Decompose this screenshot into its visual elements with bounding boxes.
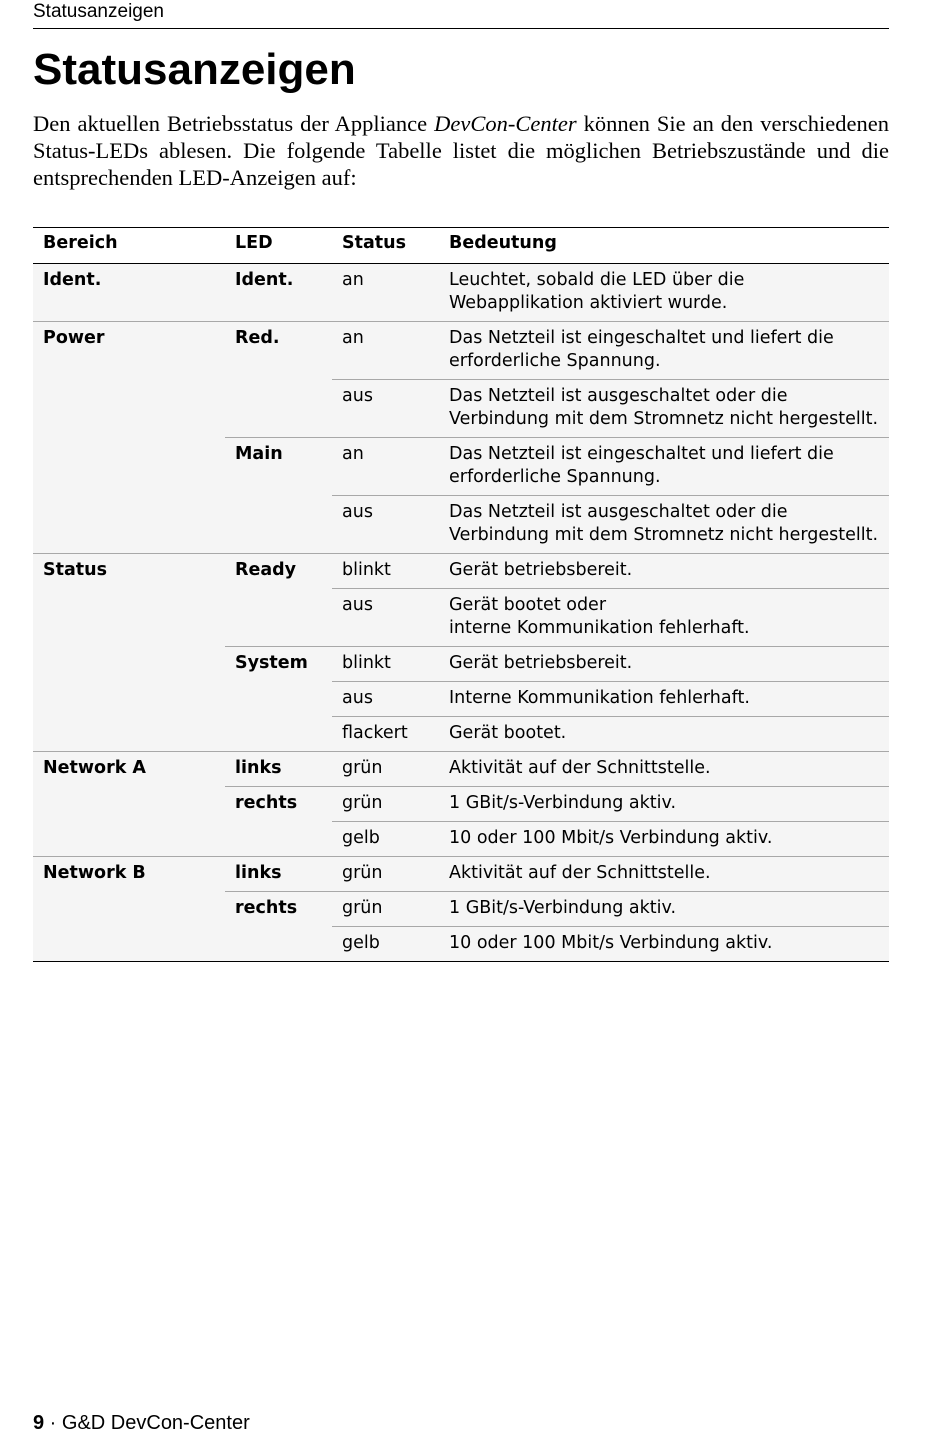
table-row (33, 752, 889, 787)
cell-meaning: 1 GBit/s-Verbindung aktiv. (439, 787, 889, 822)
page-footer (33, 1410, 250, 1436)
intro-text-after: können Sie an den verschiedenen Status-LEDs ablesen. Die folgende Tabelle listet die möglichen Betriebszustände und die entsprechenden LED-Anzeigen auf: (33, 111, 889, 190)
cell-status: grün (332, 857, 439, 892)
footer-page-number: 9 (33, 1412, 45, 1434)
table-row (33, 554, 889, 589)
cell-status: blinkt (332, 647, 439, 682)
cell-status: grün (332, 787, 439, 822)
cell-status: an (332, 264, 439, 322)
cell-area: Power (33, 322, 225, 554)
table-row (33, 322, 889, 380)
cell-meaning: Das Netzteil ist eingeschaltet und liefert die erforderliche Spannung. (439, 322, 889, 380)
cell-meaning: Gerät bootet. (439, 717, 889, 752)
cell-meaning: Das Netzteil ist ausgeschaltet oder die Verbindung mit dem Stromnetz nicht hergestellt. (439, 496, 889, 554)
running-header (33, 0, 889, 29)
cell-status: grün (332, 892, 439, 927)
cell-status: aus (332, 589, 439, 647)
cell-meaning: Gerät bootet oder interne Kommunikation fehlerhaft. (439, 589, 889, 647)
cell-meaning: 10 oder 100 Mbit/s Verbindung aktiv. (439, 822, 889, 857)
cell-status: an (332, 438, 439, 496)
cell-status: an (332, 322, 439, 380)
cell-led: rechts (225, 892, 332, 962)
cell-led: Ident. (225, 264, 332, 322)
cell-meaning: Das Netzteil ist ausgeschaltet oder die Verbindung mit dem Stromnetz nicht hergestellt. (439, 380, 889, 438)
cell-area: Network B (33, 857, 225, 962)
cell-led: links (225, 752, 332, 787)
cell-meaning: Gerät betriebsbereit. (439, 647, 889, 682)
cell-led: Main (225, 438, 332, 554)
table-row (33, 857, 889, 892)
cell-meaning: Aktivität auf der Schnittstelle. (439, 857, 889, 892)
cell-meaning: Leuchtet, sobald die LED über die Webapplikation aktiviert wurde. (439, 264, 889, 322)
running-header-title: Statusanzeigen (33, 1, 164, 22)
cell-led: System (225, 647, 332, 752)
column-header-meaning: Bedeutung (439, 228, 889, 264)
cell-meaning: 10 oder 100 Mbit/s Verbindung aktiv. (439, 927, 889, 962)
column-header-status: Status (332, 228, 439, 264)
cell-status: aus (332, 380, 439, 438)
cell-status: aus (332, 682, 439, 717)
page-title: Statusanzeigen (33, 45, 356, 94)
table-header-row (33, 228, 889, 264)
cell-meaning: 1 GBit/s-Verbindung aktiv. (439, 892, 889, 927)
footer-separator: · (44, 1412, 62, 1434)
cell-led: links (225, 857, 332, 892)
cell-meaning: Aktivität auf der Schnittstelle. (439, 752, 889, 787)
cell-led: rechts (225, 787, 332, 857)
cell-status: aus (332, 496, 439, 554)
intro-product-name: DevCon-Center (434, 111, 577, 136)
cell-status: flackert (332, 717, 439, 752)
intro-paragraph (33, 110, 889, 191)
cell-area: Status (33, 554, 225, 752)
cell-area: Network A (33, 752, 225, 857)
intro-text-before: Den aktuellen Betriebsstatus der Appliance (33, 111, 435, 136)
table-body (33, 264, 889, 962)
cell-status: blinkt (332, 554, 439, 589)
cell-meaning: Gerät betriebsbereit. (439, 554, 889, 589)
cell-area: Ident. (33, 264, 225, 322)
cell-status: grün (332, 752, 439, 787)
column-header-led: LED (225, 228, 332, 264)
footer-product: G&D DevCon-Center (61, 1412, 250, 1434)
cell-led: Red. (225, 322, 332, 438)
cell-status: gelb (332, 927, 439, 962)
table-row (33, 264, 889, 322)
column-header-area: Bereich (33, 228, 225, 264)
cell-meaning: Interne Kommunikation fehlerhaft. (439, 682, 889, 717)
cell-status: gelb (332, 822, 439, 857)
led-status-table (33, 227, 889, 962)
cell-led: Ready (225, 554, 332, 647)
cell-meaning: Das Netzteil ist eingeschaltet und liefert die erforderliche Spannung. (439, 438, 889, 496)
